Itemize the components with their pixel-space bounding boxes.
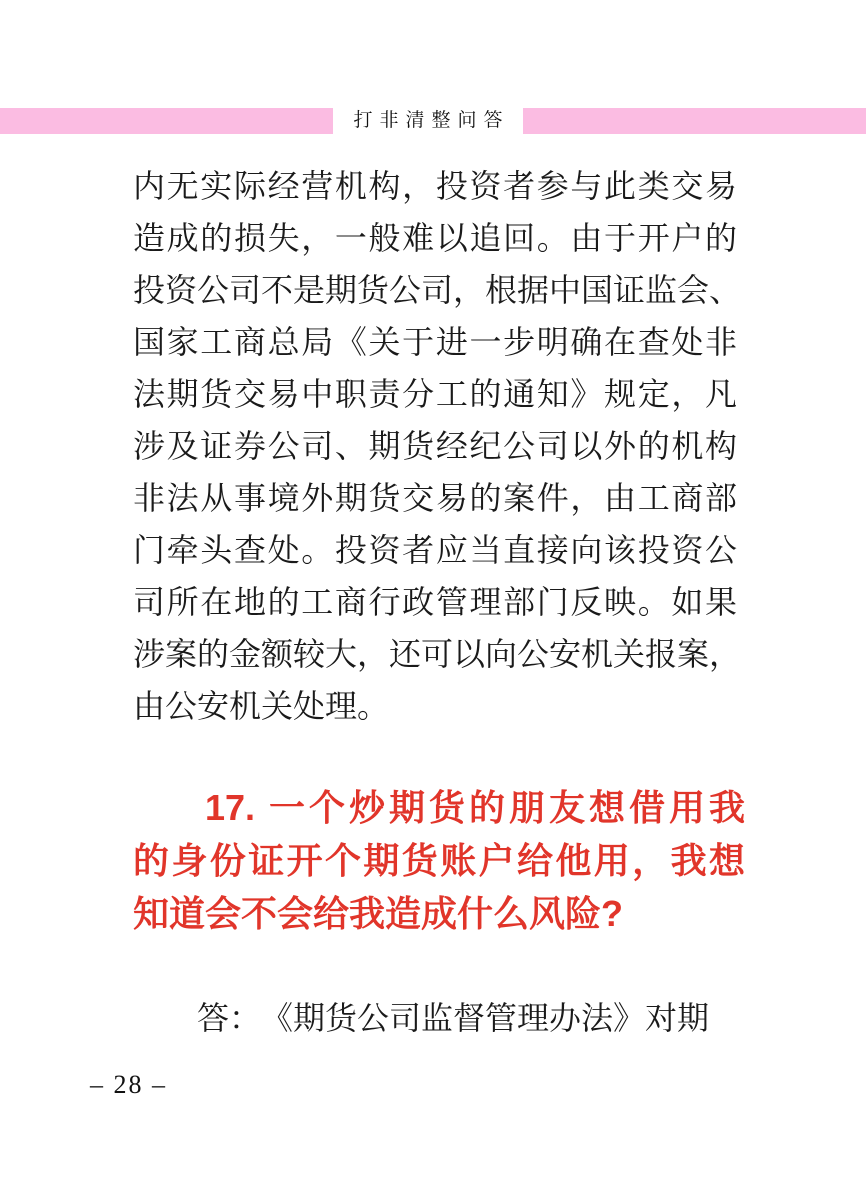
body-line: 门牵头查处。投资者应当直接向该投资公 (133, 532, 737, 568)
body-paragraph (133, 160, 742, 732)
running-head-box (333, 93, 523, 143)
running-head-title: 打非清整问答 (353, 109, 510, 131)
body-line: 非法从事境外期货交易的案件，由工商部 (133, 480, 737, 516)
body-line: 法期货交易中职责分工的通知》规定，凡 (133, 376, 737, 412)
body-line: 造成的损失，一般难以追回。由于开户的 (133, 220, 737, 256)
answer-first-line: 答： 《期货公司监督管理办法》对期 (197, 1000, 710, 1036)
page-number: – 28 – (90, 1070, 167, 1099)
body-line: 投资公司不是期货公司，根据中国证监会、 (133, 272, 742, 308)
question-line: 知道会不会给我造成什么风险? (133, 893, 623, 934)
question-17-block (133, 781, 745, 940)
body-line: 涉案的金额较大，还可以向公安机关报案， (133, 636, 742, 672)
body-line: 涉及证券公司、期货经纪公司以外的机构 (133, 428, 737, 464)
body-line: 内无实际经营机构，投资者参与此类交易 (133, 168, 737, 204)
question-line: 的身份证开个期货账户给他用，我想 (133, 840, 745, 881)
body-line: 国家工商总局《关于进一步明确在查处非 (133, 324, 737, 360)
body-line: 司所在地的工商行政管理部门反映。如果 (133, 584, 737, 620)
body-line: 由公安机关处理。 (133, 688, 390, 724)
question-line: 17. 一个炒期货的朋友想借用我 (205, 787, 745, 828)
